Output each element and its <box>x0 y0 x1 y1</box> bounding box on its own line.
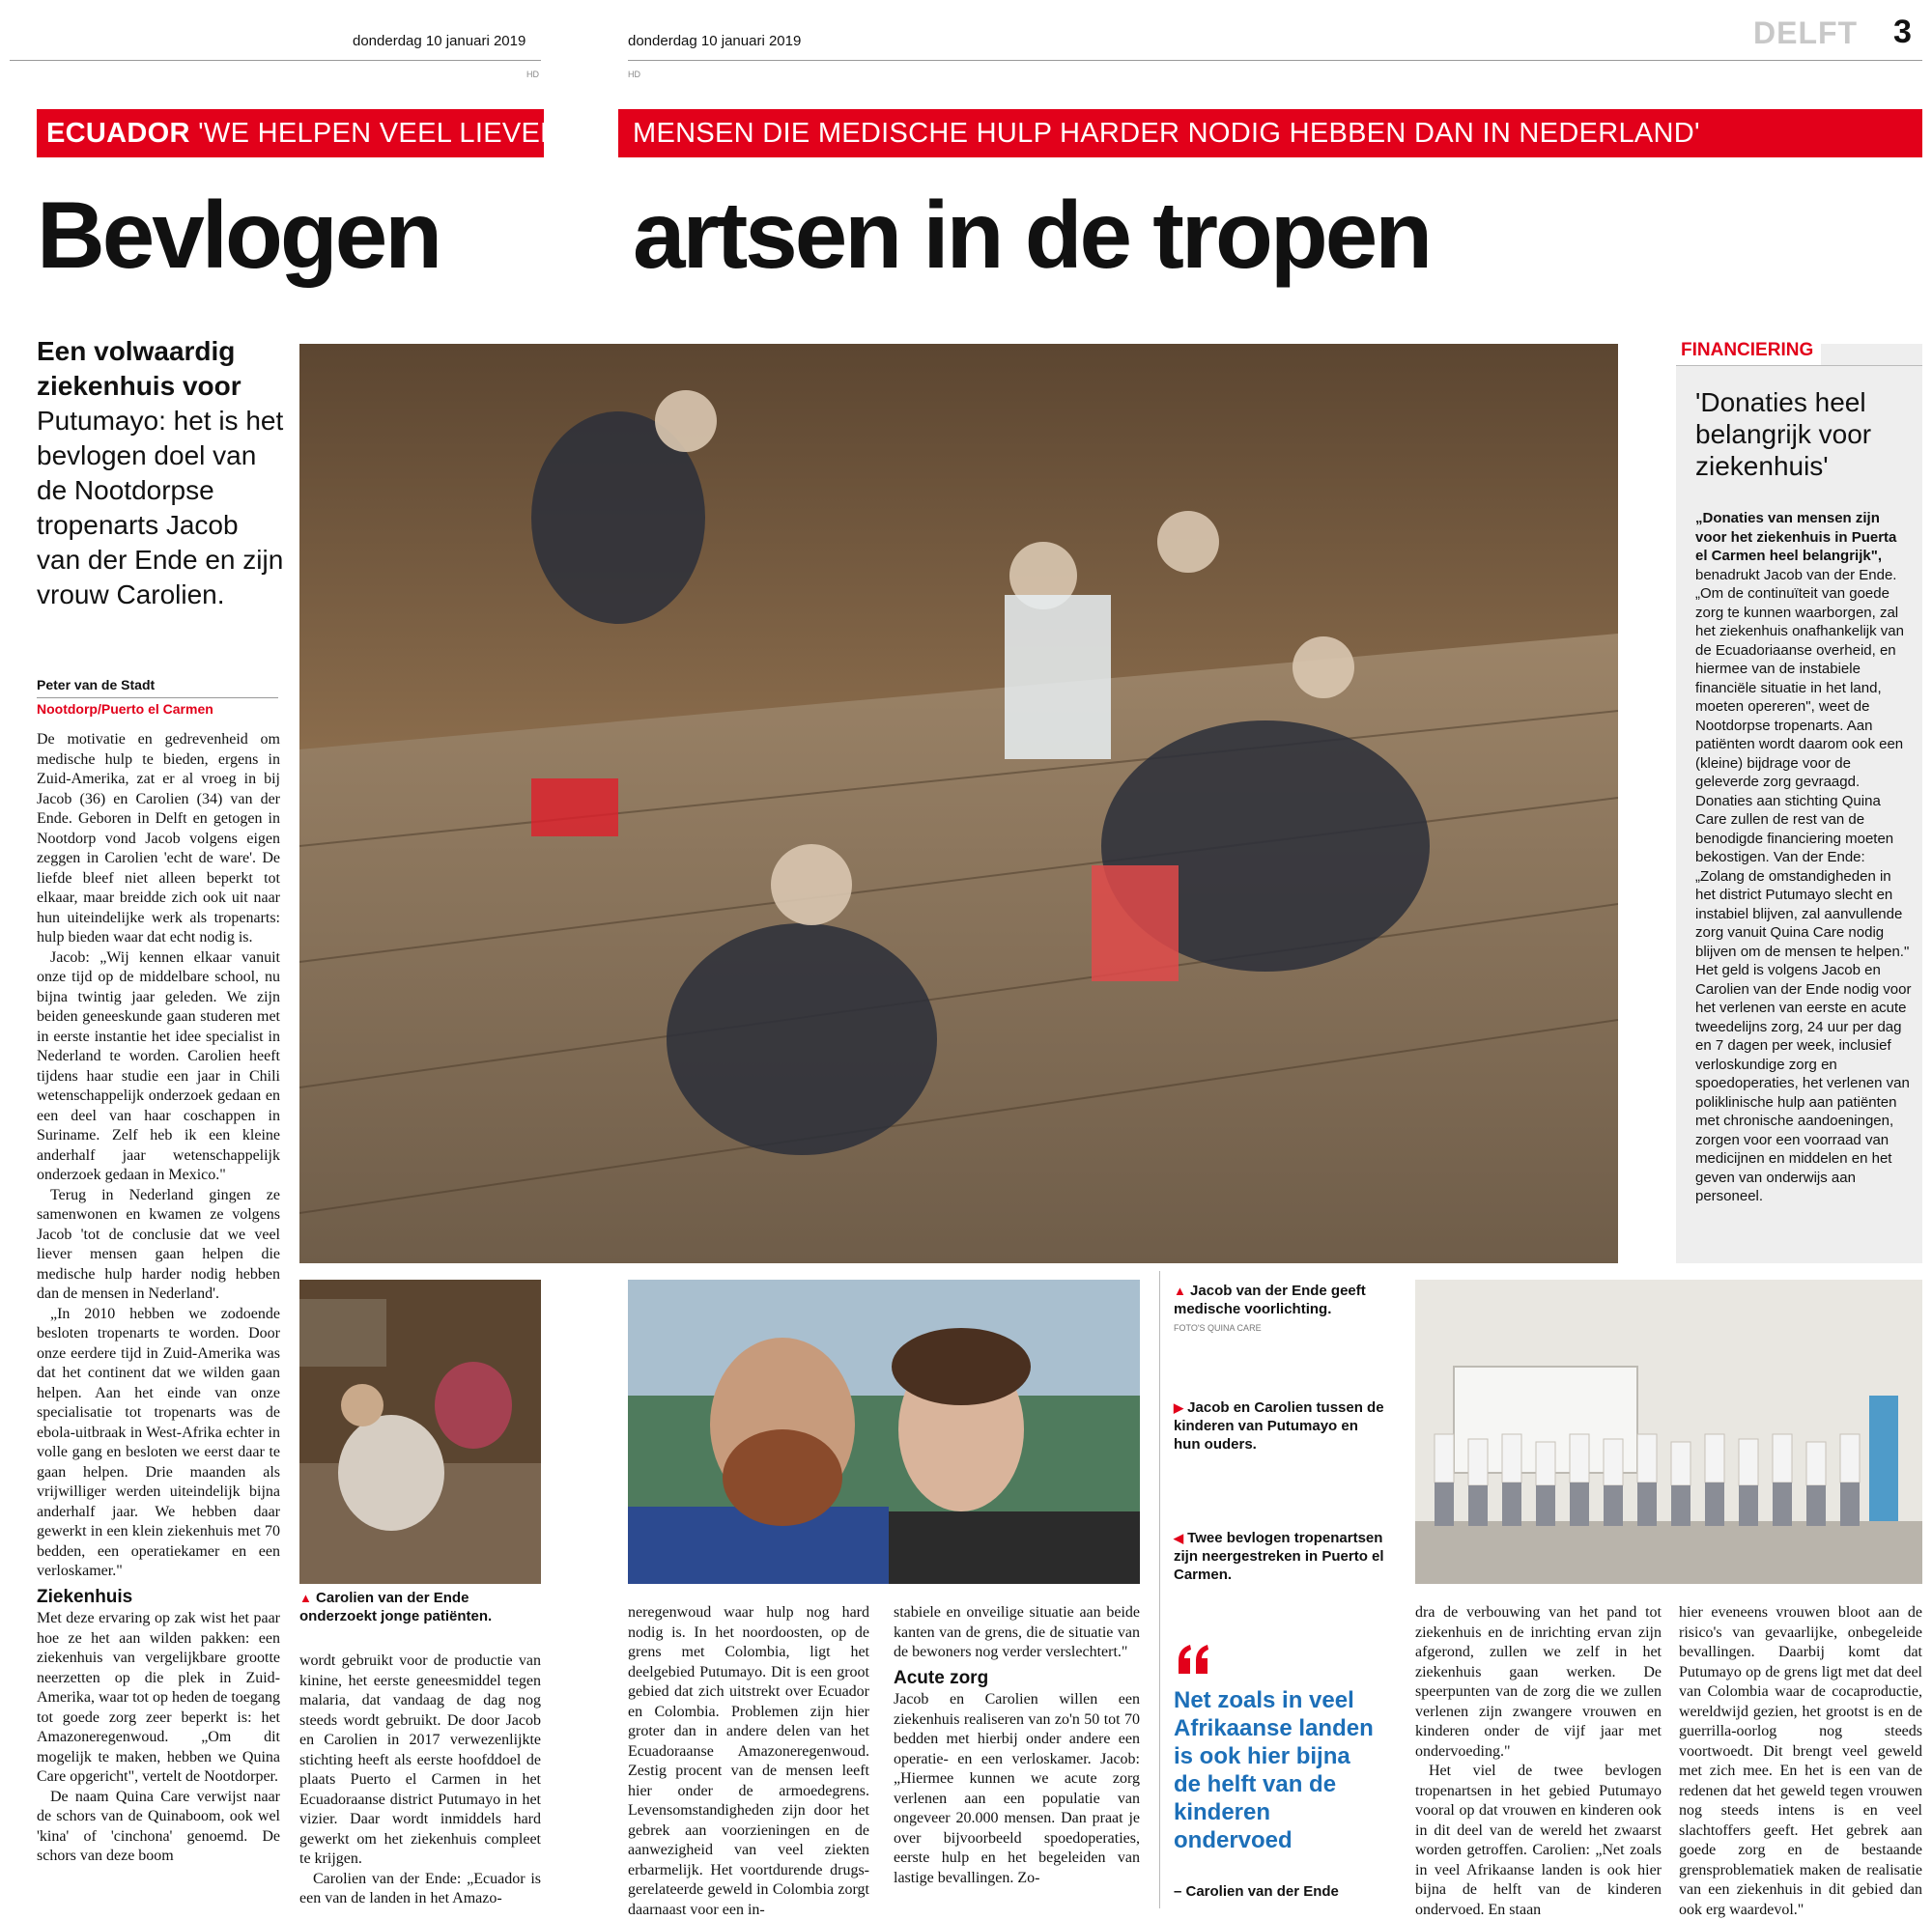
paragraph: „In 2010 hebben we zodoende besloten tropenarts te worden. Door onze eerdere tijd in Zuid-Amerika was dat het continent dat we wilden gaan helpen. Aan het einde van onze specialisatie tot tropenarts was de ebola-uitbraak in West-Afrika echter in volle gang en besloten we eerst daar te gaan helpen. Drie maanden als vrijwilliger werden uiteindelijk bijna anderhalf jaar. We hebben daar gewerkt in een klein ziekenhuis met 70 bedden, een operatiekamer en een verloskamer." <box>37 1305 280 1579</box>
hd-right: HD <box>628 70 640 79</box>
classroom-photo <box>1415 1280 1922 1584</box>
caption-text: Carolien van der Ende onderzoekt jonge patiënten. <box>299 1590 493 1624</box>
divider-vertical <box>1159 1271 1160 1908</box>
paragraph: Het viel de twee bevlogen tropenartsen in het gebied Putumayo vooral op dat vrouwen en kinderen ook in dit deel van de wereld het zwaarst worden getroffen. Carolien: „Net zoals in veel Afrikaanse landen is ook hier bijna de helft van de kinderen ondervoed. En staan <box>1415 1763 1662 1918</box>
column-2 <box>299 1652 541 1909</box>
page-number: 3 <box>1893 14 1912 50</box>
header-rule-left <box>10 60 541 61</box>
paragraph: De naam Quina Care verwijst naar de schors van de Quinaboom, ook wel 'kina' of 'cinchona' genoemd. De schors van deze boom <box>37 1788 280 1864</box>
kicker-text-right: MENSEN DIE MEDISCHE HULP HARDER NODIG HEBBEN DAN IN NEDERLAND' <box>633 118 1700 149</box>
kicker-left <box>37 109 561 157</box>
caption-marker: ◀ <box>1174 1531 1183 1545</box>
paragraph: wordt gebruikt voor de productie van kinine, het eerste geneesmiddel tegen malaria, dat vandaag de dag nog steeds wordt gebruikt. De door Jacob en Carolien in 2017 verwezenlijkte stichting heeft als eerste hoofddoel de plaats Puerto el Carmen in het Ecuadoraanse district Putumayo in het vizier. Daar wordt inmiddels hard gewerkt om het ziekenhuis compleet te krijgen. <box>299 1652 541 1867</box>
sidebar-body <box>1695 509 1913 1206</box>
subhead-acute-zorg: Acute zorg <box>894 1667 989 1688</box>
quote-mark-icon <box>1177 1645 1211 1679</box>
sidebar-rule <box>1676 365 1922 366</box>
sidebar-lead: „Donaties van mensen zijn voor het ziekenhuis in Puerta el Carmen heel belangrijk", <box>1695 510 1897 564</box>
sidebar-body1: benadrukt Jacob van der Ende. „Om de continuïteit van goede zorg te kunnen waarborgen, zal het ziekenhuis onafhankelijk van de Ecuadoriaanse overheid, en hiermee van de instabiele financiële situatie in het land, moeten opereren", weet de Nootdorpse tropenarts. Aan patiënten wordt daarom ook een (kleine) bijdrage voor de geleverde zorg gevraagd. Donaties aan stichting Quina Care zullen de rest van de benodigde financiering moeten bekostigen. Van der Ende: „Zolang de omstandigheden in het district Putumayo slecht en instabiel blijven, zal aanvullende zorg vanuit Quina Care nodig blijven om de mensen te helpen." <box>1695 566 1910 960</box>
paragraph: stabiele en onveilige situatie aan beide kanten van de grens, die de situatie van de bewoners nog verder verslechtert." <box>894 1604 1140 1660</box>
column-5 <box>1415 1603 1662 1920</box>
carolien-photo-illustration <box>299 1280 541 1584</box>
section-name: DELFT <box>1753 15 1859 50</box>
intro-rest: Putumayo: het is het bevlogen doel van de Nootdorpse tropenarts Jacob van der Ende en zijn vrouw Carolien. <box>37 406 284 609</box>
paragraph: Met deze ervaring op zak wist het paar hoe ze het aan wilden pakken: een ziekenhuis van vergelijkbare grootte neerzetten op die plek in Zuid-Amerika, waar tot op heden de toegang tot goede zorg zeer beperkt is: het Amazoneregenwoud. „Om dit mogelijk te maken, hebben we Quina Care opgericht", vertelt de Nootdorper. <box>37 1610 280 1785</box>
main-photo <box>299 344 1618 1263</box>
caption-main-photo <box>1174 1282 1386 1318</box>
headline-left: Bevlogen <box>37 182 440 288</box>
couple-photo <box>628 1280 1140 1584</box>
paragraph: Terug in Nederland gingen ze samenwonen en kwamen ze volgens Jacob 'tot de conclusie dat we veel liever mensen gaan helpen die medische hulp harder nodig hebben dan de mensen in Nederland'. <box>37 1186 280 1302</box>
paragraph: Jacob: „Wij kennen elkaar vanuit onze tijd op de middelbare school, nu bijna twintig jaar geleden. We zijn beiden geneeskunde gaan studeren met in eerste instantie het idee specialist in Nederland te worden. Carolien heeft tijdens haar studie een jaar in Chili wetenschappelijk onderzoek gedaan en een deel van haar coschappen in Suriname. Zelf heb ik een kleine anderhalf jaar wetenschappelijk onderzoek gedaan in Mexico." <box>37 948 280 1183</box>
caption-tropenartsen <box>1174 1529 1386 1584</box>
date-left: donderdag 10 januari 2019 <box>353 33 526 49</box>
caption-text: Twee bevlogen tropenartsen zijn neergestreken in Puerto el Carmen. <box>1174 1530 1384 1583</box>
carolien-photo <box>299 1280 541 1584</box>
caption-text: Jacob van der Ende geeft medische voorlichting. <box>1174 1283 1366 1317</box>
caption-marker: ▲ <box>299 1591 312 1605</box>
paragraph: dra de verbouwing van het pand tot ziekenhuis en de inrichting ervan zijn afgerond, zullen we zelf in het ziekenhuis gaan werken. De speerpunten van de zorg die we zullen verlenen zijn zwangere vrouwen en kinderen onder de vijf jaar met ondervoeding." <box>1415 1604 1662 1760</box>
kicker-band-right <box>618 109 1922 157</box>
caption-carolien <box>299 1589 541 1625</box>
main-photo-illustration <box>299 344 1618 1263</box>
kicker-band-left <box>37 109 561 157</box>
caption-marker: ▶ <box>1174 1400 1183 1415</box>
sidebar-label: FINANCIERING <box>1681 340 1814 360</box>
kicker-label: ECUADOR <box>46 118 190 149</box>
subhead-ziekenhuis: Ziekenhuis <box>37 1586 133 1607</box>
header-rule-right <box>628 60 1922 61</box>
headline-right: artsen in de tropen <box>633 182 1431 288</box>
column-4 <box>894 1603 1140 1888</box>
intro-bold: Een volwaardig ziekenhuis voor <box>37 336 242 401</box>
sidebar-body2: Het geld is volgens Jacob en Carolien van der Ende nodig voor het verlenen van eerste en acute tweedelijns zorg, 24 uur per dag en 7 dagen per week, inclusief verloskundige zorg en spoedoperaties, het verlenen van poliklinische hulp aan patiënten met chronische aandoeningen, zorgen voor een voorraad van medicijnen en middelen en het geven van onderwijs aan personeel. <box>1695 962 1912 1204</box>
byline-author: Peter van de Stadt <box>37 677 156 692</box>
couple-photo-illustration <box>628 1280 1140 1584</box>
sidebar-title: 'Donaties heel belangrijk voor ziekenhuis' <box>1695 387 1872 481</box>
classroom-photo-illustration <box>1415 1280 1922 1584</box>
column-6 <box>1679 1603 1922 1920</box>
paragraph: Carolien van der Ende: „Ecuador is een van de landen in het Amazo- <box>299 1870 541 1906</box>
paragraph: hier eveneens vrouwen bloot aan de risico's van gevaarlijke, onbegeleide bevallingen. Daarbij komt dat Putumayo op de grens ligt met dat deel van Colombia waar de cocaproductie, wereldwijd gezien, het grootst is en de guerrilla-oorlog nog steeds voortwoedt. Dit brengt veel geweld met zich mee. En het is een van de redenen dat het geweld tegen vrouwen nog steeds intens is en veel slachtoffers geeft. Het gebrek aan goede zorg en de bestaande grensproblematiek maken de realisatie van een ziekenhuis in dit gebied dan ook erg waardevol." <box>1679 1604 1922 1918</box>
photo-credit: FOTO'S QUINA CARE <box>1174 1323 1262 1333</box>
caption-couple <box>1174 1398 1386 1454</box>
paragraph: neregenwoud waar hulp nog hard nodig is. In het noordoosten, op de grens met Colombia, ligt het deelgebied Putumayo. Dit is een groot gebied dat zich uitstrekt over Ecuador en Colombia. Problemen zijn hier groter dan in andere delen van het Ecuadoraanse Amazoneregenwoud. Zestig procent van de mensen leeft hier onder de armoedegrens. Levensomstandigheden zijn door het gebrek aan voorzieningen en de aanwezigheid van veel ziekten erbarmelijk. Het voortdurende drugs-gerelateerde geweld in Colombia zorgt daarnaast voor een in- <box>628 1604 869 1918</box>
date-right: donderdag 10 januari 2019 <box>628 33 802 49</box>
paragraph: De motivatie en gedrevenheid om medische hulp te bieden, ergens in Zuid-Amerika, zat er al vroeg in bij Jacob (36) en Carolien (34) van der Ende. Geboren in Delft en getogen in Nootdorp vond Jacob volgens eigen zeggen in Carolien 'echt de ware'. De liefde bleef niet alleen beperkt tot elkaar, maar breidde zich ook uit naar hun uiteindelijke werk als tropenarts: hulp bieden waar dat echt nodig is. <box>37 731 280 946</box>
kicker-text-left: 'WE HELPEN VEEL LIEVER <box>198 118 561 149</box>
paragraph: Jacob en Carolien willen een ziekenhuis realiseren van zo'n 50 tot 70 bedden met hierbij onder andere een operatie- en een verloskamer. Jacob: „Hiermee kunnen we acute zorg verlenen aan een populatie van ongeveer 20.000 mensen. Dan praat je over bijvoorbeeld spoedoperaties, eerste hulp en het begeleiden van lastige bevallingen. Zo- <box>894 1691 1140 1886</box>
column-3 <box>628 1603 869 1920</box>
column-1 <box>37 730 280 1867</box>
intro <box>37 334 288 612</box>
caption-text: Jacob en Carolien tussen de kinderen van Putumayo en hun ouders. <box>1174 1399 1384 1453</box>
byline-rule <box>37 697 278 698</box>
pullquote-text: Net zoals in veel Afrikaanse landen is ook hier bijna de helft van de kinderen ondervoed <box>1174 1687 1374 1853</box>
hd-left: HD <box>526 70 539 79</box>
byline-location: Nootdorp/Puerto el Carmen <box>37 701 213 717</box>
caption-marker: ▲ <box>1174 1284 1186 1298</box>
pullquote-attribution: – Carolien van der Ende <box>1174 1883 1339 1900</box>
